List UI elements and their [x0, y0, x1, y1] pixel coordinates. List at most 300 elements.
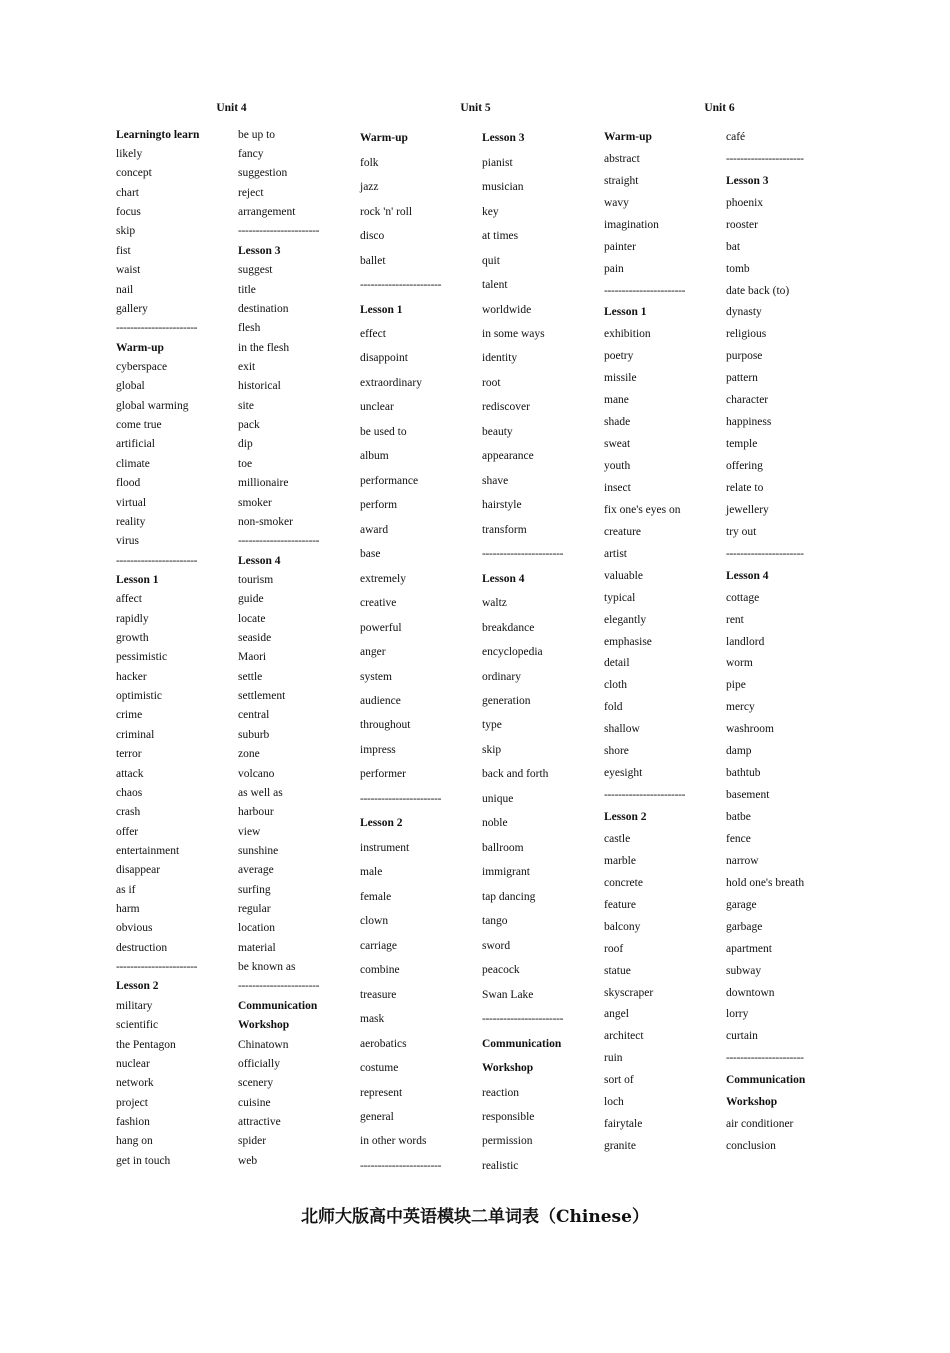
vocab-word: typical [604, 591, 636, 604]
separator-line: ----------------------- [116, 961, 198, 974]
separator-line: ----------------------- [238, 980, 320, 993]
vocab-word: female [360, 890, 392, 903]
vocab-word: mercy [726, 701, 755, 714]
vocab-word: regular [238, 903, 271, 916]
vocab-word: extraordinary [360, 376, 422, 389]
vocab-word: combine [360, 964, 400, 977]
section-heading: Lesson 3 [482, 132, 525, 145]
vocab-word: project [116, 1096, 148, 1109]
vocab-word: date back (to) [726, 284, 790, 297]
vocab-word: insect [604, 481, 631, 494]
vocab-word: tap dancing [482, 890, 536, 903]
vocab-word: root [482, 376, 501, 389]
vocab-word: as if [116, 883, 136, 896]
vocab-word: exhibition [604, 328, 651, 341]
vocab-word: anger [360, 646, 386, 659]
vocab-word: fashion [116, 1116, 150, 1128]
vocab-word: detail [604, 657, 630, 670]
vocab-word: pianist [482, 156, 513, 169]
vocab-word: be known as [238, 961, 296, 974]
vocab-word: in some ways [482, 327, 545, 340]
vocab-word: religious [726, 328, 767, 341]
vocab-word: fairytale [604, 1118, 643, 1131]
vocab-word: instrument [360, 841, 410, 854]
word-column-right [482, 126, 602, 1178]
vocab-word: angel [604, 1008, 629, 1021]
vocab-word: rock 'n' roll [360, 205, 413, 218]
vocab-word: painter [604, 240, 636, 253]
vocab-word: cloth [604, 679, 627, 692]
vocab-word: carriage [360, 939, 398, 952]
vocab-word: apartment [726, 942, 772, 955]
vocab-word: virus [116, 535, 139, 548]
vocab-word: global [116, 380, 145, 393]
vocab-word: beauty [482, 425, 513, 438]
vocab-word: aerobatics [360, 1037, 407, 1050]
section-heading: Warm-up [116, 341, 164, 354]
section-heading: Learningto learn [116, 128, 200, 141]
vocab-word: creative [360, 597, 397, 610]
vocab-word: volcano [238, 767, 275, 780]
vocab-word: key [482, 205, 499, 218]
vocab-word: pipe [726, 679, 746, 692]
vocab-word: breakdance [482, 621, 535, 634]
unit-title: Unit 6 [704, 102, 735, 114]
vocab-word: network [116, 1077, 154, 1090]
vocab-word: damp [726, 745, 752, 758]
vocab-word: represent [360, 1086, 403, 1099]
vocab-word: Swan Lake [482, 988, 534, 1001]
vocab-word: seaside [238, 632, 272, 645]
vocab-word: attack [116, 767, 144, 780]
vocab-word: reaction [482, 1086, 520, 1099]
vocab-word: nail [116, 283, 134, 296]
section-heading: Communication [482, 1037, 562, 1050]
vocab-word: phoenix [726, 196, 764, 209]
vocab-word: material [238, 941, 276, 954]
vocab-word: air conditioner [726, 1118, 794, 1131]
vocab-word: destination [238, 302, 289, 315]
vocab-word: pack [238, 419, 260, 432]
vocab-word: optimistic [116, 690, 162, 703]
vocab-word: architect [604, 1030, 644, 1043]
vocab-word: artist [604, 547, 627, 560]
section-heading: Lesson 3 [238, 244, 281, 257]
vocab-word: non-smoker [238, 515, 293, 528]
vocab-word: ruin [604, 1052, 623, 1065]
vocab-word: performer [360, 768, 406, 781]
vocab-word: ballet [360, 254, 386, 267]
vocab-word: be used to [360, 425, 407, 438]
vocab-word: conclusion [726, 1140, 776, 1153]
vocab-word: jazz [360, 181, 379, 194]
vocab-word: affect [116, 593, 142, 606]
section-heading: Lesson 2 [604, 811, 647, 824]
vocab-word: cyberspace [116, 360, 168, 373]
vocab-word: marble [604, 854, 636, 867]
section-heading: Lesson 2 [116, 980, 159, 993]
vocab-word: male [360, 866, 383, 879]
vocab-word: skip [482, 743, 502, 756]
vocab-word: shave [482, 474, 509, 487]
vocab-word: worldwide [482, 303, 532, 316]
vocab-word: offering [726, 460, 763, 473]
vocab-word: roof [604, 942, 624, 955]
vocab-word: award [360, 523, 389, 536]
vocab-word: view [238, 825, 261, 838]
vocab-word: tomb [726, 262, 750, 275]
vocab-word: downtown [726, 986, 775, 999]
vocab-word: mane [604, 394, 629, 407]
vocab-word: quit [482, 254, 500, 267]
vocab-word: destruction [116, 941, 168, 954]
separator-line: ----------------------- [360, 279, 442, 292]
vocab-word: unique [482, 792, 514, 805]
vocab-word: generation [482, 695, 531, 708]
vocab-word: disappear [116, 864, 161, 877]
vocab-word: tango [482, 915, 508, 928]
word-column-left [360, 126, 480, 1178]
vocab-word: criminal [116, 728, 155, 741]
section-heading: Lesson 1 [604, 306, 647, 319]
vocab-word: chart [116, 186, 139, 199]
vocab-word: type [482, 719, 502, 732]
vocab-word: chaos [116, 786, 143, 799]
vocab-word: wavy [604, 196, 629, 209]
separator-line: ----------------------- [604, 789, 686, 802]
vocab-word: suburb [238, 728, 270, 741]
vocab-word: waist [116, 264, 141, 277]
vocab-word: fix one's eyes on [604, 503, 681, 516]
vocab-word: identity [482, 352, 518, 365]
vocab-word: musician [482, 181, 524, 194]
vocab-word: pain [604, 262, 624, 275]
vocab-word: Maori [238, 651, 267, 664]
vocab-word: tourism [238, 573, 274, 586]
vocab-word: purpose [726, 350, 763, 363]
vocab-word: smoker [238, 496, 272, 509]
vocab-word: shallow [604, 723, 640, 736]
vocab-word: as well as [238, 786, 283, 799]
vocab-word: back and forth [482, 768, 549, 781]
vocab-word: attractive [238, 1116, 281, 1128]
vocab-word: lorry [726, 1008, 749, 1021]
vocab-word: subway [726, 964, 762, 977]
vocab-word: harbour [238, 806, 274, 819]
vocab-word: dip [238, 438, 253, 451]
vocab-word: batbe [726, 811, 751, 824]
vocab-word: emphasise [604, 635, 652, 648]
vocab-word: folk [360, 156, 379, 169]
vocab-word: cottage [726, 591, 760, 604]
vocab-word: global warming [116, 399, 189, 412]
unit-6-section [602, 100, 847, 1185]
separator-line: ----------------------- [482, 1013, 564, 1026]
vocab-word: straight [604, 174, 639, 187]
section-heading: Communication [726, 1074, 806, 1087]
vocab-word: garbage [726, 920, 763, 933]
vocab-word: costume [360, 1062, 399, 1075]
vocab-word: at times [482, 230, 519, 243]
vocab-word: sweat [604, 438, 631, 451]
vocab-word: immigrant [482, 866, 530, 879]
separator-line: ----------------------- [604, 284, 686, 297]
vocab-word: feature [604, 898, 636, 911]
vocab-word: toe [238, 457, 253, 470]
word-column-left [116, 125, 236, 1170]
vocab-word: flesh [238, 322, 261, 335]
vocab-word: pessimistic [116, 651, 168, 664]
vocab-word: jewellery [726, 503, 769, 516]
vocab-word: in the flesh [238, 341, 290, 354]
section-heading: Warm-up [604, 130, 652, 143]
vocab-word: responsible [482, 1110, 535, 1123]
vocab-word: historical [238, 380, 281, 393]
vocab-word: hang on [116, 1135, 153, 1148]
vocab-word: sort of [604, 1074, 634, 1087]
vocab-word: peacock [482, 964, 520, 977]
separator-line: ----------------------- [238, 535, 320, 548]
vocab-word: abstract [604, 152, 640, 165]
unit-5-section [358, 100, 603, 1185]
word-column-right [238, 125, 358, 1170]
vocab-word: climate [116, 457, 150, 470]
vocab-word: focus [116, 206, 141, 219]
vocab-word: statue [604, 964, 631, 977]
vocab-word: base [360, 548, 381, 561]
section-heading: Lesson 3 [726, 174, 769, 187]
separator-line: ---------------------- [726, 1052, 804, 1065]
vocab-word: millionaire [238, 477, 289, 490]
vocab-word: arrangement [238, 206, 296, 219]
vocab-word: worm [726, 657, 753, 670]
vocab-word: general [360, 1110, 394, 1123]
vocab-word: disappoint [360, 352, 408, 365]
vocab-word: powerful [360, 621, 402, 634]
vocab-word: site [238, 399, 254, 412]
vocab-word: impress [360, 743, 396, 756]
unit-4-section [114, 100, 359, 1185]
vocab-word: officially [238, 1057, 280, 1070]
vocab-word: suggest [238, 264, 273, 277]
vocab-word: youth [604, 460, 631, 473]
vocab-word: come true [116, 419, 162, 432]
vocab-word: flood [116, 477, 141, 490]
vocab-word: loch [604, 1096, 624, 1109]
vocab-word: skyscraper [604, 986, 654, 999]
vocab-word: throughout [360, 719, 411, 732]
vocab-word: average [238, 864, 274, 877]
vocab-word: central [238, 709, 270, 722]
vocab-word: valuable [604, 569, 643, 582]
vocab-word: Chinatown [238, 1038, 289, 1051]
vocab-word: poetry [604, 350, 634, 363]
vocab-word: happiness [726, 416, 772, 429]
vocab-word: hairstyle [482, 499, 522, 512]
vocab-word: permission [482, 1135, 533, 1148]
vocab-word: eyesight [604, 767, 643, 780]
vocab-word: mask [360, 1013, 385, 1026]
vocab-word: castle [604, 832, 631, 845]
vocab-word: elegantly [604, 613, 647, 626]
vocab-word: terror [116, 748, 142, 761]
document-title: 北师大版高中英语模块二单词表（Chinese） [301, 1207, 649, 1227]
vocab-word: perform [360, 499, 398, 512]
vocab-word: fold [604, 701, 623, 714]
vocab-word: title [238, 283, 256, 296]
vocab-word: waltz [482, 597, 507, 610]
section-heading: Lesson 1 [360, 303, 403, 316]
vocab-word: entertainment [116, 844, 180, 857]
vocab-word: location [238, 922, 276, 935]
vocab-word: fence [726, 832, 751, 845]
word-column-right [726, 126, 846, 1157]
vocab-word: appearance [482, 450, 534, 463]
section-heading: Lesson 4 [238, 554, 281, 567]
vocab-word: encyclopedia [482, 646, 543, 659]
vocab-word: surfing [238, 883, 271, 896]
vocab-word: basement [726, 789, 770, 802]
vocab-word: curtain [726, 1030, 758, 1043]
section-heading: Communication [238, 999, 318, 1012]
vocab-word: balcony [604, 920, 641, 933]
vocab-word: narrow [726, 854, 759, 867]
section-heading: Workshop [726, 1096, 778, 1109]
vocab-word: noble [482, 817, 508, 830]
vocab-word: sunshine [238, 844, 279, 857]
vocab-word: album [360, 450, 389, 463]
section-heading: Workshop [238, 1019, 290, 1032]
vocab-word: artificial [116, 438, 155, 451]
vocab-word: rooster [726, 218, 758, 231]
vocab-word: pattern [726, 372, 758, 385]
vocab-word: disco [360, 230, 385, 243]
separator-line: ----------------------- [360, 792, 442, 805]
vocab-word: granite [604, 1140, 636, 1153]
vocab-word: nuclear [116, 1057, 150, 1070]
vocab-word: relate to [726, 481, 764, 494]
vocab-word: obvious [116, 922, 153, 935]
vocab-word: likely [116, 148, 143, 161]
separator-line: ---------------------- [726, 547, 804, 560]
vocab-word: harm [116, 903, 140, 916]
separator-line: ----------------------- [360, 1159, 442, 1172]
vocab-word: skip [116, 225, 136, 238]
vocab-word: growth [116, 632, 149, 645]
vocab-word: sword [482, 939, 511, 952]
vocab-word: be up to [238, 128, 276, 141]
vocab-word: locate [238, 612, 266, 625]
vocab-word: rent [726, 613, 744, 626]
vocab-word: ordinary [482, 670, 521, 683]
vocab-word: hold one's breath [726, 876, 805, 889]
unit-title: Unit 5 [460, 102, 491, 114]
word-column-left [604, 126, 724, 1157]
vocab-word: performance [360, 474, 419, 487]
vocab-word: washroom [726, 723, 774, 736]
vocab-word: rapidly [116, 612, 149, 625]
section-heading: Lesson 2 [360, 817, 403, 830]
vocab-word: suggestion [238, 167, 288, 180]
separator-line: ----------------------- [116, 554, 198, 567]
vocab-word: virtual [116, 496, 147, 509]
vocab-word: settlement [238, 690, 286, 703]
vocab-word: ballroom [482, 841, 524, 854]
vocab-word: audience [360, 695, 401, 708]
section-heading: Workshop [482, 1062, 534, 1075]
vocab-word: cuisine [238, 1096, 271, 1109]
vocab-word: shade [604, 416, 631, 429]
section-heading: Lesson 4 [726, 569, 769, 582]
vocab-word: crash [116, 806, 141, 819]
vocab-word: café [726, 130, 746, 143]
vocab-word: exit [238, 360, 256, 373]
separator-line: ----------------------- [482, 548, 564, 561]
section-heading: Lesson 1 [116, 573, 159, 586]
vocab-word: clown [360, 915, 389, 928]
vocab-word: concrete [604, 876, 643, 889]
vocab-word: bathtub [726, 767, 761, 780]
vocab-word: settle [238, 670, 263, 683]
section-heading: Lesson 4 [482, 572, 525, 585]
vocab-word: landlord [726, 635, 765, 648]
vocab-word: reject [238, 186, 264, 199]
vocab-word: scientific [116, 1019, 159, 1032]
vocab-word: zone [238, 748, 260, 761]
vocab-word: imagination [604, 218, 659, 231]
vocab-word: spider [238, 1135, 267, 1148]
vocab-word: fancy [238, 148, 264, 161]
vocab-word: temple [726, 438, 758, 451]
separator-line: ---------------------- [726, 152, 804, 165]
vocab-word: treasure [360, 988, 397, 1001]
vocab-word: web [238, 1154, 258, 1167]
vocab-word: offer [116, 825, 139, 838]
vocab-word: character [726, 394, 769, 407]
vocab-word: bat [726, 240, 741, 253]
vocab-word: extremely [360, 572, 406, 585]
section-heading: Warm-up [360, 132, 408, 145]
vocab-word: unclear [360, 401, 394, 414]
vocab-word: reality [116, 515, 146, 528]
vocab-word: concept [116, 167, 152, 180]
vocab-word: transform [482, 523, 527, 536]
vocab-word: talent [482, 279, 508, 292]
vocab-word: dynasty [726, 306, 762, 319]
vocab-word: military [116, 999, 153, 1012]
vocab-word: system [360, 670, 392, 683]
vocab-word: crime [116, 709, 143, 722]
vocab-word: garage [726, 898, 757, 911]
vocab-word: scenery [238, 1077, 274, 1090]
vocab-word: creature [604, 525, 642, 538]
vocab-word: rediscover [482, 401, 530, 414]
vocab-word: realistic [482, 1159, 519, 1172]
vocab-word: guide [238, 593, 264, 606]
vocab-word: effect [360, 327, 386, 340]
vocab-word: hacker [116, 670, 147, 683]
unit-title: Unit 4 [216, 102, 247, 114]
separator-line: ----------------------- [116, 322, 198, 335]
vocab-word: fist [116, 244, 131, 257]
separator-line: ----------------------- [238, 225, 320, 238]
vocab-word: gallery [116, 302, 148, 315]
vocab-word: missile [604, 372, 637, 385]
vocab-word: shore [604, 745, 629, 758]
vocab-word: try out [726, 525, 757, 538]
vocab-word: get in touch [116, 1154, 171, 1167]
vocab-word: in other words [360, 1135, 427, 1148]
